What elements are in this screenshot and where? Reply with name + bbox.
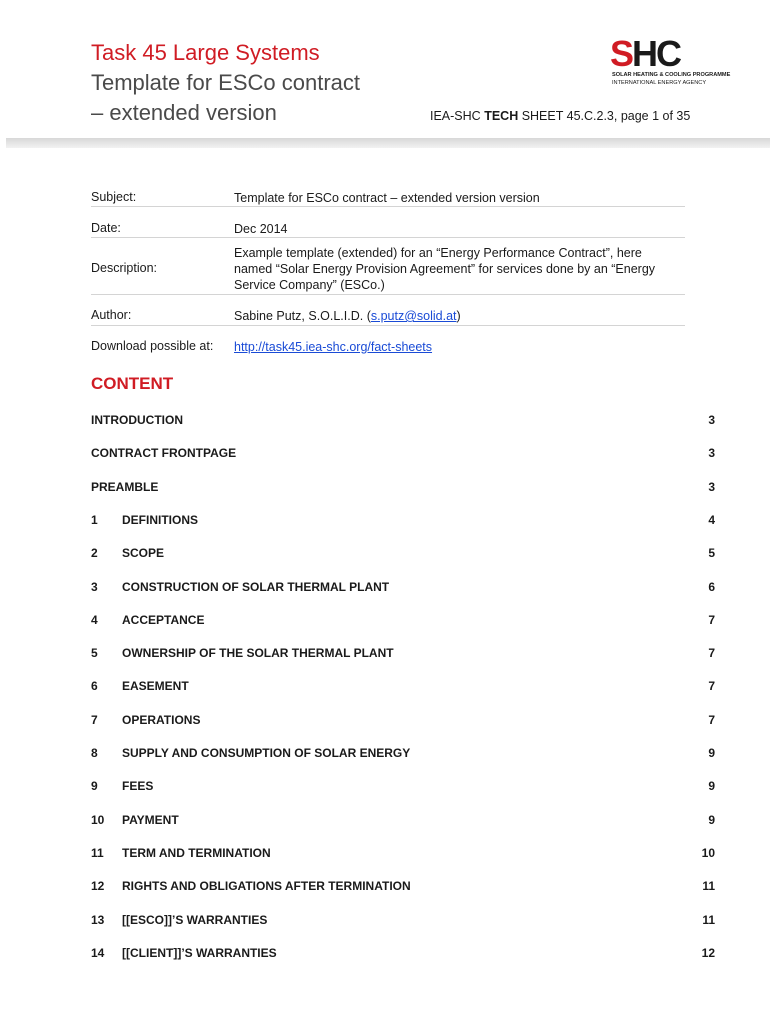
toc-entry-page: 4 [708, 512, 715, 527]
toc-entry-number: 12 [91, 879, 105, 894]
download-label: Download possible at: [91, 339, 214, 353]
toc-entry-page: 7 [708, 679, 715, 694]
author-label: Author: [91, 308, 132, 322]
meta-row-description [91, 245, 685, 295]
toc-entry-title: ACCEPTANCE [122, 612, 205, 627]
toc-entry-number: 5 [91, 646, 98, 661]
toc-entry-title: PREAMBLE [91, 479, 159, 494]
sheet-suffix: SHEET 45.C.2.3, page 1 of 35 [518, 109, 691, 123]
document-subtitle: Template for ESCo contract [91, 70, 361, 95]
date-value: Dec 2014 [234, 222, 288, 236]
description-label: Description: [91, 261, 157, 275]
download-link[interactable]: http://task45.iea-shc.org/fact-sheets [234, 340, 433, 354]
toc-entry-title: CONSTRUCTION OF SOLAR THERMAL PLANT [122, 579, 390, 594]
toc-entry-title: TERM AND TERMINATION [122, 845, 271, 860]
content-heading: CONTENT [91, 374, 174, 393]
date-label: Date: [91, 221, 121, 235]
toc-entry-title: INTRODUCTION [91, 413, 183, 427]
meta-row-subject [91, 190, 685, 207]
toc-entry[interactable] [91, 580, 715, 596]
subject-value: Template for ESCo contract – extended version version [234, 191, 540, 205]
sheet-reference [430, 109, 690, 123]
toc-entry-title: SUPPLY AND CONSUMPTION OF SOLAR ENERGY [122, 746, 411, 760]
author-name: Sabine Putz, S.O.L.I.D. ( [234, 309, 371, 323]
toc-entry[interactable] [91, 913, 715, 929]
toc-entry-title: PAYMENT [122, 812, 179, 827]
shc-logo-wordmark [610, 33, 681, 74]
toc-entry[interactable] [91, 546, 715, 562]
toc-entry[interactable] [91, 446, 715, 462]
toc-entry[interactable] [91, 646, 715, 662]
toc-entry-number: 9 [91, 779, 98, 794]
toc-entry-number: 14 [91, 945, 105, 960]
toc-entry-number: 11 [91, 845, 104, 860]
toc-entry-page: 11 [702, 879, 715, 894]
toc-entry-page: 3 [708, 446, 715, 461]
author-value [234, 308, 682, 324]
toc-entry[interactable] [91, 513, 715, 529]
toc-entry-page: 9 [708, 779, 715, 794]
toc-entry-page: 6 [708, 579, 715, 594]
description-value: Example template (extended) for an “Energy Performance Contract”, here named “Solar Energy Provision Agreement” for services done by an “Energy Service Company” (ESCo.) [234, 246, 656, 292]
download-value [234, 339, 682, 355]
shc-logo [610, 33, 731, 92]
toc-entry[interactable] [91, 946, 715, 962]
toc-entry-title: CONTRACT FRONTPAGE [91, 446, 237, 461]
toc-entry-page: 9 [708, 812, 715, 827]
toc-entry[interactable] [91, 679, 715, 695]
toc-entry-page: 3 [708, 479, 715, 494]
meta-row-author [91, 308, 685, 326]
toc-entry-page: 7 [708, 646, 715, 661]
meta-row-download [91, 339, 685, 355]
logo-hc: HC [632, 33, 681, 74]
document-title: Task 45 Large Systems [91, 40, 320, 65]
author-email-link[interactable]: s.putz@solid.at [370, 309, 457, 323]
toc-entry-page: 7 [708, 712, 715, 727]
toc-entry[interactable] [91, 413, 715, 429]
toc-entry-number: 13 [91, 912, 105, 927]
toc-entry[interactable] [91, 746, 715, 762]
toc-entry-page: 9 [708, 746, 715, 760]
toc-entry[interactable] [91, 879, 715, 895]
toc-entry-title: RIGHTS AND OBLIGATIONS AFTER TERMINATION [122, 879, 411, 894]
toc-entry-page: 11 [702, 912, 715, 927]
author-suffix: ) [456, 309, 461, 323]
toc-entry[interactable] [91, 846, 715, 862]
toc-entry[interactable] [91, 480, 715, 496]
document-subtitle-continued: – extended version [91, 100, 277, 125]
toc-entry-number: 6 [91, 679, 98, 694]
toc-entry-title: EASEMENT [122, 679, 189, 694]
sheet-prefix: IEA-SHC [430, 109, 485, 123]
toc-entry-page: 10 [701, 845, 715, 860]
toc-entry-title: [[CLIENT]]’S WARRANTIES [122, 945, 277, 960]
toc-entry[interactable] [91, 813, 715, 829]
toc-entry-page: 12 [701, 945, 715, 960]
toc-entry-number: 2 [91, 546, 98, 561]
logo-agency-name: INTERNATIONAL ENERGY AGENCY [612, 80, 707, 86]
header-divider [6, 138, 770, 148]
toc-entry-number: 4 [91, 612, 98, 627]
toc-entry-number: 7 [91, 712, 98, 727]
toc-entry-number: 1 [91, 512, 98, 527]
toc-entry-page: 7 [708, 612, 715, 627]
subject-label: Subject: [91, 190, 137, 204]
toc-entry-number: 10 [91, 812, 105, 827]
toc-entry-number: 3 [91, 579, 98, 594]
toc-entry-title: FEES [122, 779, 154, 794]
toc-entry-title: SCOPE [122, 546, 165, 561]
toc-entry-title: [[ESCO]]’S WARRANTIES [122, 912, 268, 927]
sheet-bold: TECH [484, 109, 519, 123]
logo-programme-name: SOLAR HEATING & COOLING PROGRAMME [612, 72, 731, 78]
toc-entry-page: 3 [708, 413, 715, 427]
toc-entry[interactable] [91, 779, 715, 795]
toc-entry-page: 5 [708, 546, 715, 561]
toc-entry-number: 8 [91, 746, 98, 760]
toc-entry-title: OWNERSHIP OF THE SOLAR THERMAL PLANT [122, 646, 394, 661]
toc-entry-title: DEFINITIONS [122, 512, 199, 527]
toc-entry-title: OPERATIONS [122, 712, 201, 727]
meta-row-date [91, 221, 685, 238]
toc-entry[interactable] [91, 713, 715, 729]
logo-s: S [610, 33, 633, 74]
toc-entry[interactable] [91, 613, 715, 629]
